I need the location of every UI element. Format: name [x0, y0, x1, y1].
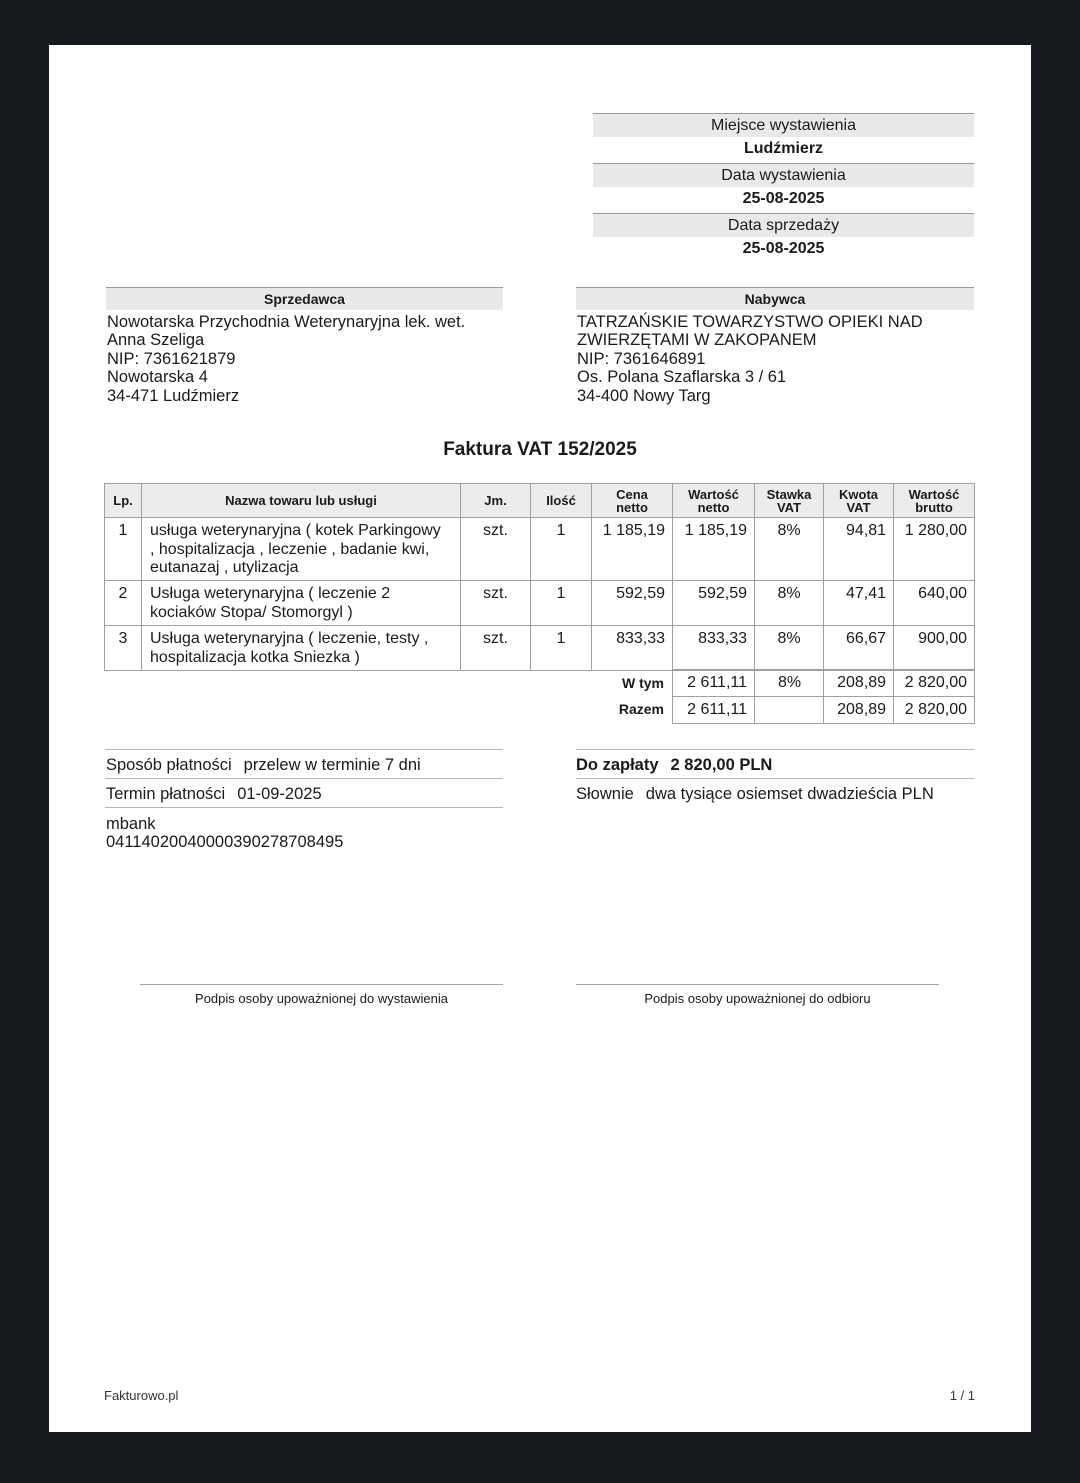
payment-method-label: Sposób płatności: [106, 756, 232, 774]
wtym-net: 2 611,11: [673, 670, 755, 697]
row-net: 1 185,19: [673, 518, 755, 581]
row-lp: 3: [105, 626, 142, 671]
items-table: [104, 483, 975, 671]
divider: [105, 778, 503, 779]
row-gross: 640,00: [894, 581, 975, 626]
divider: [105, 807, 503, 808]
razem-label: Razem: [618, 701, 664, 717]
issue-date-value: 25-08-2025: [742, 190, 825, 207]
amount-due-value: 2 820,00 PLN: [670, 756, 773, 774]
payment-method-value: przelew w terminie 7 dni: [243, 756, 421, 774]
header-gross: Wartość brutto: [894, 484, 975, 518]
payment-method: [106, 756, 421, 775]
payment-due-label: Termin płatności: [106, 785, 226, 803]
buyer-details: [577, 313, 923, 405]
header-qty: Ilość: [531, 484, 592, 518]
wtym-vat: 208,89: [824, 670, 894, 697]
row-qty: 1: [531, 581, 592, 626]
razem-vat: 208,89: [824, 697, 894, 724]
row-name: Usługa weterynaryjna ( leczenie 2 kociaków Stopa/ Stomorgyl ): [142, 581, 461, 626]
row-name: usługa weterynaryjna ( kotek Parkingowy , hospitalizacja , leczenie , badanie kwi, eutanazaj , utylizacja: [142, 518, 461, 581]
payment-due-value: 01-09-2025: [237, 785, 322, 803]
seller-line: Nowotarska 4: [107, 368, 208, 387]
seller-line: Nowotarska Przychodnia Weterynaryjna lek. wet.: [107, 313, 466, 331]
table-row: [105, 626, 975, 671]
divider: [105, 749, 503, 750]
razem-rate: [755, 697, 824, 724]
amount-due: [576, 756, 772, 775]
row-name: Usługa weterynaryjna ( leczenie, testy , hospitalizacja kotka Sniezka ): [142, 626, 461, 671]
row-price: 1 185,19: [592, 518, 673, 581]
signature-receiver-label: Podpis osoby upoważnionej do odbioru: [644, 991, 871, 1006]
place-label: Miejsce wystawienia: [593, 113, 974, 137]
invoice-title: Faktura VAT 152/2025: [443, 439, 637, 460]
row-unit: szt.: [461, 581, 531, 626]
header-lp: Lp.: [105, 484, 142, 518]
row-qty: 1: [531, 518, 592, 581]
divider: [576, 749, 974, 750]
header-price: Cena netto: [592, 484, 673, 518]
row-net: 833,33: [673, 626, 755, 671]
row-rate: 8%: [755, 581, 824, 626]
footer-brand: Fakturowo.pl: [104, 1388, 179, 1403]
row-net: 592,59: [673, 581, 755, 626]
seller-line: Anna Szeliga: [107, 331, 205, 350]
wtym-rate: 8%: [755, 670, 824, 697]
row-price: 592,59: [592, 581, 673, 626]
row-lp: 1: [105, 518, 142, 581]
buyer-line: TATRZAŃSKIE TOWARZYSTWO OPIEKI NAD: [577, 313, 923, 331]
seller-line: 34-471 Ludźmierz: [107, 386, 240, 405]
header-vat: Kwota VAT: [824, 484, 894, 518]
amount-in-words: [576, 785, 934, 804]
buyer-heading: Nabywca: [576, 287, 974, 310]
sale-date-label: Data sprzedaży: [593, 213, 974, 237]
header-unit: Jm.: [461, 484, 531, 518]
divider: [576, 778, 974, 779]
table-header-row: [105, 484, 975, 518]
payment-due: [106, 785, 322, 804]
table-row: [105, 581, 975, 626]
sale-date-value: 25-08-2025: [742, 240, 825, 257]
buyer-line: ZWIERZĘTAMI W ZAKOPANEM: [577, 331, 817, 350]
bank-account: 04114020040000390278708495: [106, 833, 344, 851]
signature-line-issuer: [140, 984, 503, 985]
row-unit: szt.: [461, 626, 531, 671]
table-row: [105, 518, 975, 581]
header-net: Wartość netto: [673, 484, 755, 518]
summary-row-wtym: [673, 670, 975, 697]
razem-net: 2 611,11: [673, 697, 755, 724]
signature-issuer-label: Podpis osoby upoważnionej do wystawienia: [195, 991, 448, 1006]
wtym-label: W tym: [622, 675, 664, 691]
invoice-meta: [593, 113, 974, 263]
row-price: 833,33: [592, 626, 673, 671]
buyer-line: Os. Polana Szaflarska 3 / 61: [577, 368, 787, 387]
footer-page-number: 1 / 1: [949, 1388, 975, 1403]
amount-words-label: Słownie: [576, 785, 634, 803]
summary-row-razem: [673, 697, 975, 724]
header-rate: Stawka VAT: [755, 484, 824, 518]
header-name: Nazwa towaru lub usługi: [142, 484, 461, 518]
row-gross: 1 280,00: [894, 518, 975, 581]
wtym-gross: 2 820,00: [894, 670, 975, 697]
bank-name: mbank: [106, 815, 156, 833]
row-vat: 94,81: [824, 518, 894, 581]
invoice-page: [49, 45, 1031, 1432]
row-rate: 8%: [755, 626, 824, 671]
razem-gross: 2 820,00: [894, 697, 975, 724]
row-unit: szt.: [461, 518, 531, 581]
buyer-line: 34-400 Nowy Targ: [577, 386, 711, 405]
buyer-nip: NIP: 7361646891: [577, 349, 706, 368]
issue-date-label: Data wystawienia: [593, 163, 974, 187]
summary-table: [672, 669, 975, 724]
amount-words-value: dwa tysiące osiemset dwadzieścia PLN: [645, 785, 934, 803]
row-rate: 8%: [755, 518, 824, 581]
seller-heading: Sprzedawca: [106, 287, 503, 310]
signature-line-receiver: [576, 984, 939, 985]
row-qty: 1: [531, 626, 592, 671]
amount-due-label: Do zapłaty: [576, 756, 659, 774]
row-vat: 66,67: [824, 626, 894, 671]
row-gross: 900,00: [894, 626, 975, 671]
seller-details: [107, 313, 465, 405]
row-lp: 2: [105, 581, 142, 626]
place-value: Ludźmierz: [743, 140, 824, 157]
seller-nip: NIP: 7361621879: [107, 349, 236, 368]
row-vat: 47,41: [824, 581, 894, 626]
bank-info: [106, 815, 343, 851]
